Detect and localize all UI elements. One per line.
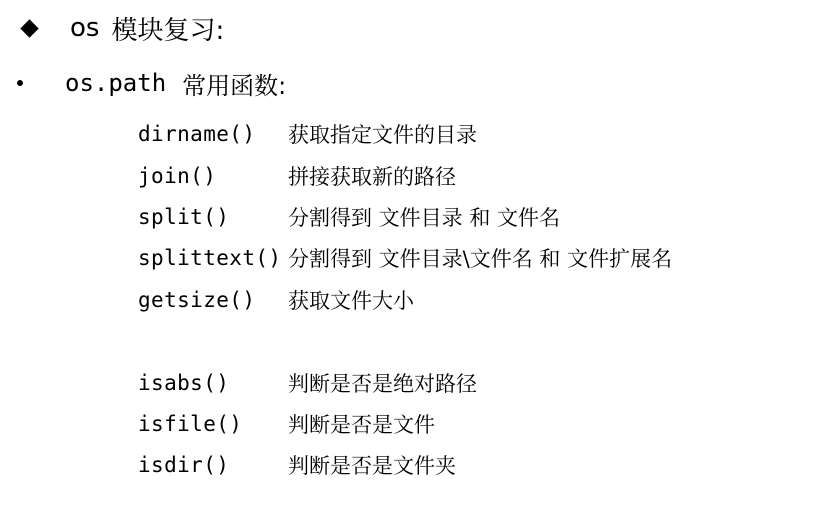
- function-name: join(): [138, 164, 217, 188]
- function-row-splittext: [138, 242, 672, 274]
- function-row-getsize: [138, 284, 414, 316]
- function-name: dirname(): [138, 122, 256, 146]
- function-name: isdir(): [138, 453, 230, 477]
- heading-text-latin: os: [70, 13, 100, 43]
- function-row-isabs: [138, 367, 477, 399]
- function-description: 判断是否是文件: [288, 413, 435, 437]
- function-row-split: [138, 201, 560, 233]
- function-row-dirname: [138, 118, 477, 150]
- function-description: 获取指定文件的目录: [288, 123, 477, 147]
- function-name: getsize(): [138, 288, 256, 312]
- function-name: split(): [138, 205, 230, 229]
- function-description: 获取文件大小: [288, 289, 414, 313]
- function-row-join: [138, 160, 456, 192]
- function-description: 分割得到 文件目录 和 文件名: [288, 206, 561, 230]
- function-description: 分割得到 文件目录\文件名 和 文件扩展名: [288, 247, 673, 271]
- function-name: isfile(): [138, 412, 243, 436]
- subheading-code: os.path: [65, 69, 167, 97]
- function-name: splittext(): [138, 246, 282, 270]
- function-name: isabs(): [138, 371, 230, 395]
- function-list: [138, 0, 798, 515]
- heading-text-cjk: 模块复习:: [111, 15, 225, 46]
- subheading-text: 常用函数:: [182, 71, 287, 100]
- dot-bullet-icon: [17, 80, 23, 86]
- function-description: 拼接获取新的路径: [288, 165, 456, 189]
- function-description: 判断是否是绝对路径: [288, 372, 477, 396]
- function-description: 判断是否是文件夹: [288, 454, 456, 478]
- function-row-isfile: [138, 408, 435, 440]
- diamond-bullet-icon: [20, 19, 38, 37]
- function-row-isdir: [138, 449, 456, 481]
